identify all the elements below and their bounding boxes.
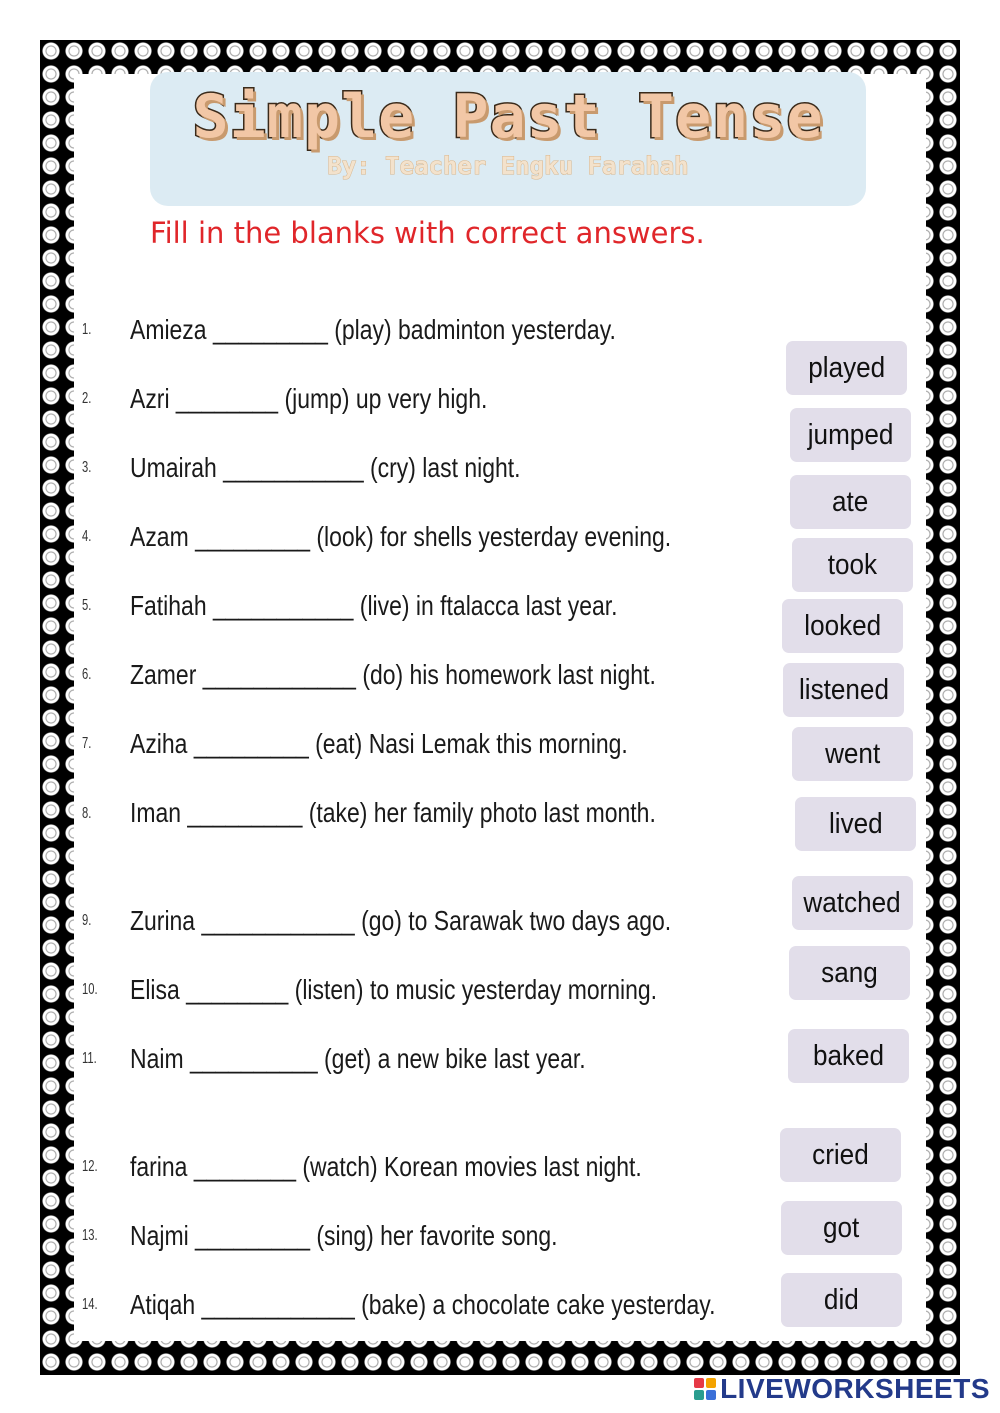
- question-text: Zamer ____________ (do) his homework last night.: [130, 659, 656, 690]
- answer-chip[interactable]: did: [781, 1273, 902, 1327]
- question-text: Zurina ____________ (go) to Sarawak two days ago.: [130, 905, 672, 936]
- answer-chip[interactable]: went: [792, 727, 913, 781]
- answer-chip[interactable]: sang: [789, 946, 910, 1000]
- question-text: Umairah ___________ (cry) last night.: [130, 452, 521, 483]
- question-number: 10.: [82, 981, 98, 998]
- question-number: 8.: [82, 805, 92, 822]
- answer-chip[interactable]: cried: [780, 1128, 901, 1182]
- answer-chip[interactable]: baked: [788, 1029, 909, 1083]
- question-text: Naim __________ (get) a new bike last year.: [130, 1043, 586, 1074]
- answer-chip[interactable]: lived: [795, 797, 916, 851]
- question-text: Azri ________ (jump) up very high.: [130, 383, 488, 414]
- question-text: Iman _________ (take) her family photo last month.: [130, 797, 656, 828]
- question-number: 5.: [82, 597, 92, 614]
- question-text: farina ________ (watch) Korean movies last night.: [130, 1151, 642, 1182]
- instruction-text: Fill in the blanks with correct answers.: [150, 216, 705, 250]
- question-text: Najmi _________ (sing) her favorite song.: [130, 1220, 558, 1251]
- answer-chip[interactable]: took: [792, 538, 913, 592]
- question-number: 6.: [82, 666, 92, 683]
- liveworksheets-logo: [694, 1373, 990, 1405]
- question-text: Fatihah ___________ (live) in ftalacca last year.: [130, 590, 618, 621]
- question-text: Elisa ________ (listen) to music yesterday morning.: [130, 974, 658, 1005]
- answer-chip[interactable]: watched: [792, 876, 913, 930]
- answer-chip[interactable]: got: [781, 1201, 902, 1255]
- answer-chip[interactable]: jumped: [790, 408, 911, 462]
- question-number: 14.: [82, 1296, 98, 1313]
- question-text: Aziha _________ (eat) Nasi Lemak this morning.: [130, 728, 628, 759]
- question-number: 11.: [82, 1050, 97, 1067]
- question-number: 2.: [82, 390, 92, 407]
- question-number: 12.: [82, 1158, 98, 1175]
- question-number: 1.: [82, 321, 92, 338]
- answer-chip[interactable]: looked: [782, 599, 903, 653]
- answer-chip[interactable]: listened: [783, 663, 904, 717]
- liveworksheets-logo-icon: [694, 1378, 716, 1400]
- question-text: Amieza _________ (play) badminton yesterday.: [130, 314, 616, 345]
- question-text: Atiqah ____________ (bake) a chocolate cake yesterday.: [130, 1289, 716, 1320]
- page-title: Simple Past Tense: [192, 82, 824, 152]
- answer-chip[interactable]: ate: [790, 475, 911, 529]
- question-text: Azam _________ (look) for shells yesterday evening.: [130, 521, 672, 552]
- question-number: 13.: [82, 1227, 98, 1244]
- question-number: 7.: [82, 735, 92, 752]
- question-number: 9.: [82, 912, 92, 929]
- answer-chip[interactable]: played: [786, 341, 907, 395]
- author-byline: By: Teacher Engku Farahah: [327, 152, 689, 180]
- brand-text: LIVEWORKSHEETS: [720, 1373, 990, 1404]
- question-number: 3.: [82, 459, 92, 476]
- question-number: 4.: [82, 528, 92, 545]
